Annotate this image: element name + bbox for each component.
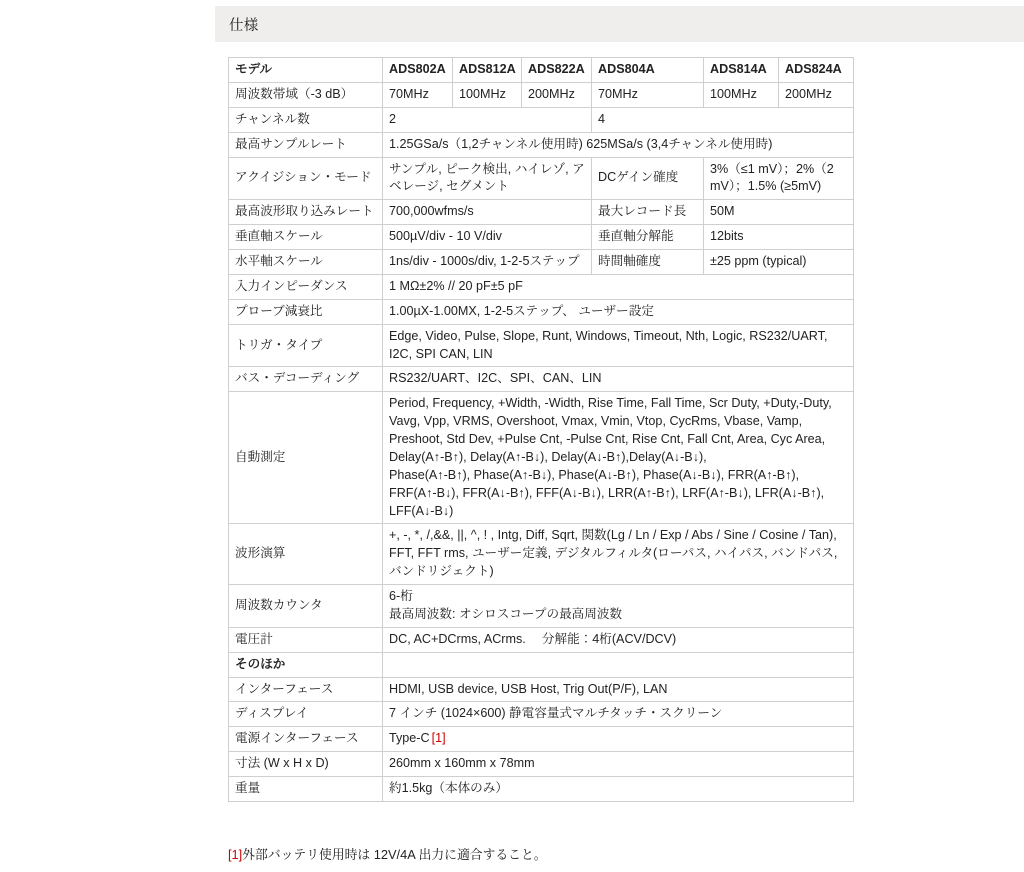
channels-value-right: 4 xyxy=(592,107,854,132)
row-label-sample-rate: 最高サンプルレート xyxy=(229,132,383,157)
row-label-dimensions: 寸法 (W x H x D) xyxy=(229,752,383,777)
model-ads804a: ADS804A xyxy=(592,58,704,83)
record-length-value: 50M xyxy=(704,200,854,225)
row-label-channels: チャンネル数 xyxy=(229,107,383,132)
row-label-vertical-resolution: 垂直軸分解能 xyxy=(592,225,704,250)
row-label-bandwidth: 周波数帯域（-3 dB） xyxy=(229,82,383,107)
vertical-resolution-value: 12bits xyxy=(704,225,854,250)
table-row-others-section xyxy=(229,652,854,677)
row-label-auto-measure: 自動測定 xyxy=(229,392,383,524)
channels-value-left: 2 xyxy=(383,107,592,132)
auto-measure-value: Period, Frequency, +Width, -Width, Rise Time, Fall Time, Scr Duty, +Duty,-Duty, Vavg, Vpp, VRMS, Overshoot, Vmax, Vmin, Vtop, CycRms, Vbase, Vamp, Preshoot, Std Dev, +Pulse Cnt, -Pulse Cnt, Rise Cnt, Fall Cnt, Area, Cyc Area, Delay(A↑-B↑), Delay(A↑-B↓), Delay(A↓-B↑),Delay(A↓-B↓), Phase(A↑-B↑), Phase(A↑-B↓), Phase(A↓-B↑), Phase(A↓-B↓), FRR(A↑-B↑), FRF(A↑-B↓), FFR(A↓-B↑), FFF(A↓-B↓), LRR(A↑-B↑), LRF(A↑-B↓), LFR(A↓-B↑), LFF(A↓-B↓) xyxy=(383,392,854,524)
horizontal-scale-value: 1ns/div - 1000s/div, 1-2-5ステップ xyxy=(383,250,592,275)
table-row-sample-rate xyxy=(229,132,854,157)
table-row-interface xyxy=(229,677,854,702)
voltmeter-value: DC, AC+DCrms, ACrms. 分解能：4桁(ACV/DCV) xyxy=(383,627,854,652)
table-row-display xyxy=(229,702,854,727)
bus-decoding-value: RS232/UART、I2C、SPI、CAN、LIN xyxy=(383,367,854,392)
table-row-horizontal-scale xyxy=(229,250,854,275)
others-section-spacer xyxy=(383,652,854,677)
footnote-reference-marker[interactable]: [1] xyxy=(431,731,446,746)
table-row-model-header xyxy=(229,58,854,83)
row-label-others: そのほか xyxy=(229,652,383,677)
row-label-dc-gain-accuracy: DCゲイン確度 xyxy=(592,157,704,200)
footnote xyxy=(228,847,547,864)
table-row-bus-decoding xyxy=(229,367,854,392)
waveform-math-value: +, -, *, /,&&, ||, ^, ! , Intg, Diff, Sqrt, 関数(Lg / Ln / Exp / Abs / Sine / Cosine / Tan), FFT, FFT rms, ユーザー定義, デジタルフィルタ(ローパス, ハイパス, バンドパス, バンドリジェクト) xyxy=(383,524,854,585)
row-label-acquisition-mode: アクイジション・モード xyxy=(229,157,383,200)
table-row-waveform-capture-rate xyxy=(229,200,854,225)
footnote-marker: [1] xyxy=(228,847,243,862)
row-label-model: モデル xyxy=(229,58,383,83)
table-row-waveform-math xyxy=(229,524,854,585)
table-row-channels xyxy=(229,107,854,132)
table-row-dimensions xyxy=(229,752,854,777)
model-ads802a: ADS802A xyxy=(383,58,453,83)
model-ads814a: ADS814A xyxy=(704,58,779,83)
input-impedance-value: 1 MΩ±2% // 20 pF±5 pF xyxy=(383,274,854,299)
table-row-freq-counter xyxy=(229,585,854,628)
acquisition-mode-value: サンプル, ピーク検出, ハイレゾ, アベレージ, セグメント xyxy=(383,157,592,200)
table-row-vertical-scale xyxy=(229,225,854,250)
row-label-voltmeter: 電圧計 xyxy=(229,627,383,652)
dimensions-value: 260mm x 160mm x 78mm xyxy=(383,752,854,777)
weight-value: 約1.5kg（本体のみ） xyxy=(383,777,854,802)
display-value: 7 インチ (1024×600) 静電容量式マルチタッチ・スクリーン xyxy=(383,702,854,727)
waveform-capture-rate-value: 700,000wfms/s xyxy=(383,200,592,225)
power-interface-value: Type-C xyxy=(389,731,430,746)
row-label-power-interface: 電源インターフェース xyxy=(229,727,383,752)
row-label-timebase-accuracy: 時間軸確度 xyxy=(592,250,704,275)
table-row-auto-measure xyxy=(229,392,854,524)
row-label-weight: 重量 xyxy=(229,777,383,802)
table-row-probe-attenuation xyxy=(229,299,854,324)
model-ads822a: ADS822A xyxy=(522,58,592,83)
probe-attenuation-value: 1.00µX-1.00MX, 1-2-5ステップ、 ユーザー設定 xyxy=(383,299,854,324)
dc-gain-accuracy-value: 3%（≤1 mV）；2%（2 mV）；1.5% (≥5mV) xyxy=(704,157,854,200)
specifications-table-wrapper xyxy=(228,57,853,802)
section-header-band xyxy=(215,6,1024,42)
vertical-scale-value: 500µV/div - 10 V/div xyxy=(383,225,592,250)
table-row-bandwidth xyxy=(229,82,854,107)
row-label-vertical-scale: 垂直軸スケール xyxy=(229,225,383,250)
row-label-record-length: 最大レコード長 xyxy=(592,200,704,225)
row-label-input-impedance: 入力インピーダンス xyxy=(229,274,383,299)
model-ads824a: ADS824A xyxy=(779,58,854,83)
row-label-trigger-type: トリガ・タイプ xyxy=(229,324,383,367)
footnote-text: 外部バッテリ使用時は 12V/4A 出力に適合すること。 xyxy=(242,847,547,862)
trigger-type-value: Edge, Video, Pulse, Slope, Runt, Windows, Timeout, Nth, Logic, RS232/UART, I2C, SPI CAN, LIN xyxy=(383,324,854,367)
specifications-table xyxy=(228,57,854,802)
row-label-freq-counter: 周波数カウンタ xyxy=(229,585,383,628)
bandwidth-ads804a: 70MHz xyxy=(592,82,704,107)
row-label-horizontal-scale: 水平軸スケール xyxy=(229,250,383,275)
page-title: 仕様 xyxy=(229,17,259,34)
table-row-trigger-type xyxy=(229,324,854,367)
bandwidth-ads822a: 200MHz xyxy=(522,82,592,107)
table-row-input-impedance xyxy=(229,274,854,299)
bandwidth-ads802a: 70MHz xyxy=(383,82,453,107)
row-label-waveform-math: 波形演算 xyxy=(229,524,383,585)
bandwidth-ads812a: 100MHz xyxy=(453,82,522,107)
bandwidth-ads814a: 100MHz xyxy=(704,82,779,107)
row-label-display: ディスプレイ xyxy=(229,702,383,727)
bandwidth-ads824a: 200MHz xyxy=(779,82,854,107)
row-label-interface: インターフェース xyxy=(229,677,383,702)
row-label-waveform-capture-rate: 最高波形取り込みレート xyxy=(229,200,383,225)
row-label-bus-decoding: バス・デコーディング xyxy=(229,367,383,392)
freq-counter-value: 6-桁 最高周波数: オシロスコープの最高周波数 xyxy=(383,585,854,628)
sample-rate-value: 1.25GSa/s（1,2チャンネル使用時) 625MSa/s (3,4チャンネル使用時) xyxy=(383,132,854,157)
model-ads812a: ADS812A xyxy=(453,58,522,83)
table-row-acquisition-mode xyxy=(229,157,854,200)
table-row-power-interface xyxy=(229,727,854,752)
table-row-weight xyxy=(229,777,854,802)
row-label-probe-attenuation: プローブ減衰比 xyxy=(229,299,383,324)
power-interface-cell xyxy=(383,727,854,752)
table-row-voltmeter xyxy=(229,627,854,652)
timebase-accuracy-value: ±25 ppm (typical) xyxy=(704,250,854,275)
interface-value: HDMI, USB device, USB Host, Trig Out(P/F), LAN xyxy=(383,677,854,702)
